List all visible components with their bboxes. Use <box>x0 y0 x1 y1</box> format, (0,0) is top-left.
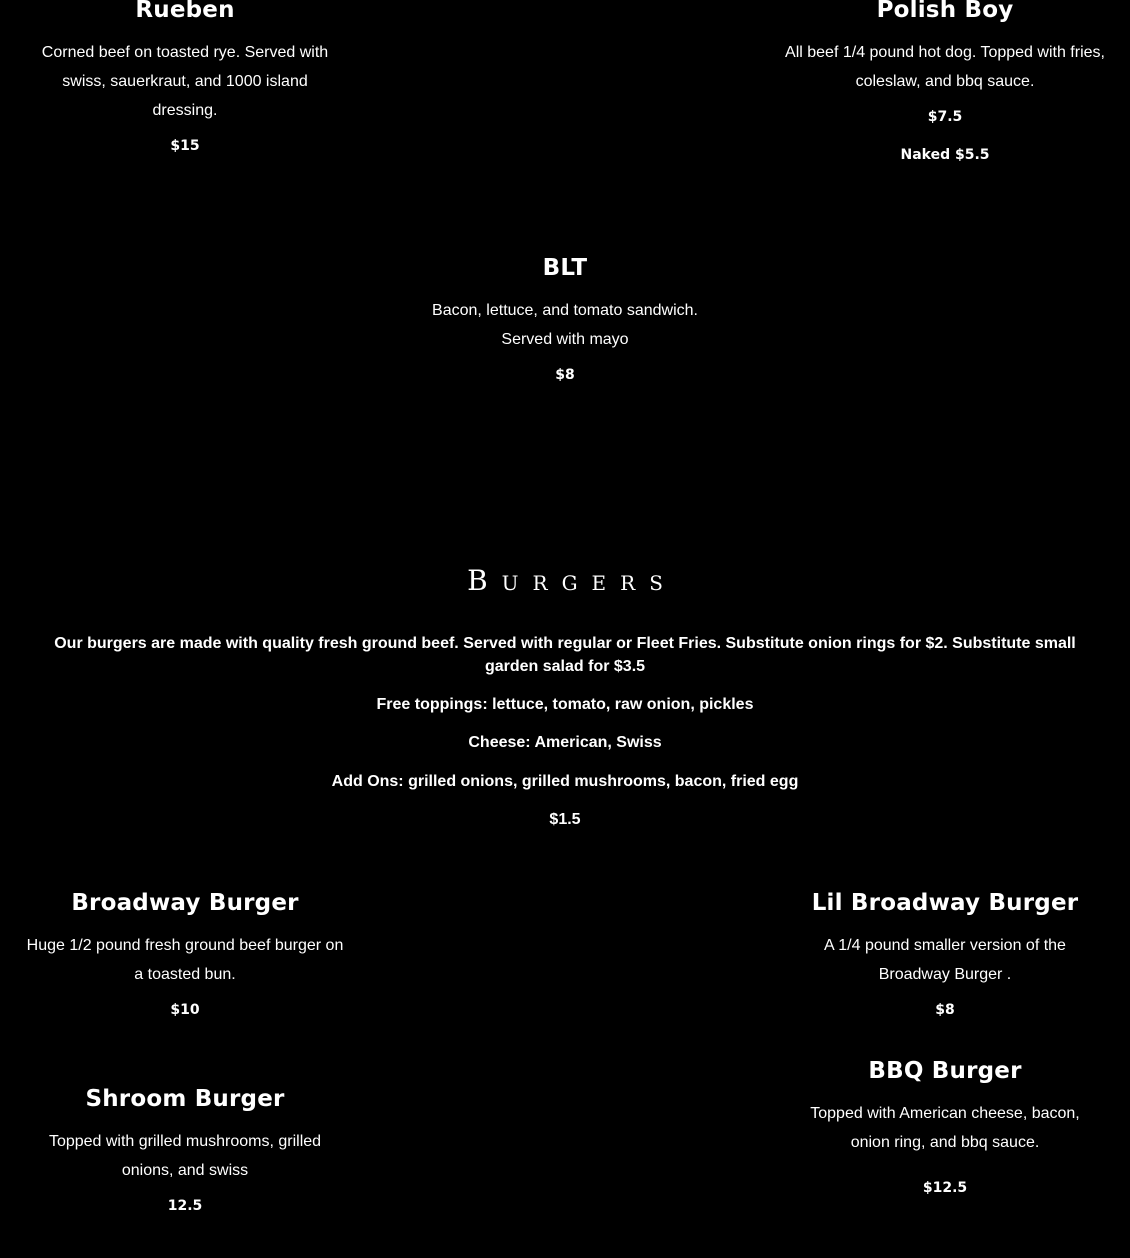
menu-item-polish-boy <box>785 0 1105 164</box>
menu-item-blt <box>405 253 725 384</box>
item-description: Topped with American cheese, bacon, onion ring, and bbq sauce. <box>810 1105 1080 1151</box>
item-title: Rueben <box>135 0 235 23</box>
item-price: 12.5 <box>167 1198 203 1214</box>
item-price: $15 <box>170 138 200 154</box>
menu-item-lil-broadway-burger <box>780 888 1110 1019</box>
cheese-options: Cheese: American, Swiss <box>468 734 662 751</box>
burgers-intro: Our burgers are made with quality fresh ground beef. Served with regular or Fleet Fries. Substitute onion rings for $2. Substitute small garden salad for $3.5 <box>54 635 1076 675</box>
item-description: Huge 1/2 pound fresh ground beef burger on a toasted bun. <box>26 937 344 983</box>
item-title: Broadway Burger <box>71 890 299 916</box>
item-price: $10 <box>170 1002 200 1018</box>
item-description: Corned beef on toasted rye. Served with swiss, sauerkraut, and 1000 island dressing. <box>41 44 329 119</box>
item-title: Shroom Burger <box>85 1086 285 1112</box>
add-ons: Add Ons: grilled onions, grilled mushrooms, bacon, fried egg <box>331 773 799 790</box>
item-description: Bacon, lettuce, and tomato sandwich. Served with mayo <box>432 302 698 348</box>
item-title: Lil Broadway Burger <box>811 890 1079 916</box>
item-title: BBQ Burger <box>868 1058 1022 1084</box>
item-price: $7.5 <box>927 109 963 125</box>
item-description: A 1/4 pound smaller version of the Broadway Burger . <box>824 937 1066 983</box>
add-on-price: $1.5 <box>549 811 581 828</box>
menu-item-rueben <box>25 0 345 155</box>
free-toppings: Free toppings: lettuce, tomato, raw onion, pickles <box>376 696 754 713</box>
item-price-naked: Naked $5.5 <box>900 147 990 163</box>
item-description: All beef 1/4 pound hot dog. Topped with fries, coleslaw, and bbq sauce. <box>785 44 1105 90</box>
section-title-burgers: Burgers <box>467 564 677 597</box>
menu-item-bbq-burger <box>785 1056 1105 1197</box>
menu-item-shroom-burger <box>25 1084 345 1215</box>
item-price: $8 <box>555 367 575 383</box>
item-description: Topped with grilled mushrooms, grilled onions, and swiss <box>48 1133 322 1179</box>
item-price: $8 <box>935 1002 955 1018</box>
item-title: Polish Boy <box>876 0 1014 23</box>
menu-item-broadway-burger <box>20 888 350 1019</box>
item-price: $12.5 <box>922 1180 968 1196</box>
item-title: BLT <box>542 255 588 281</box>
